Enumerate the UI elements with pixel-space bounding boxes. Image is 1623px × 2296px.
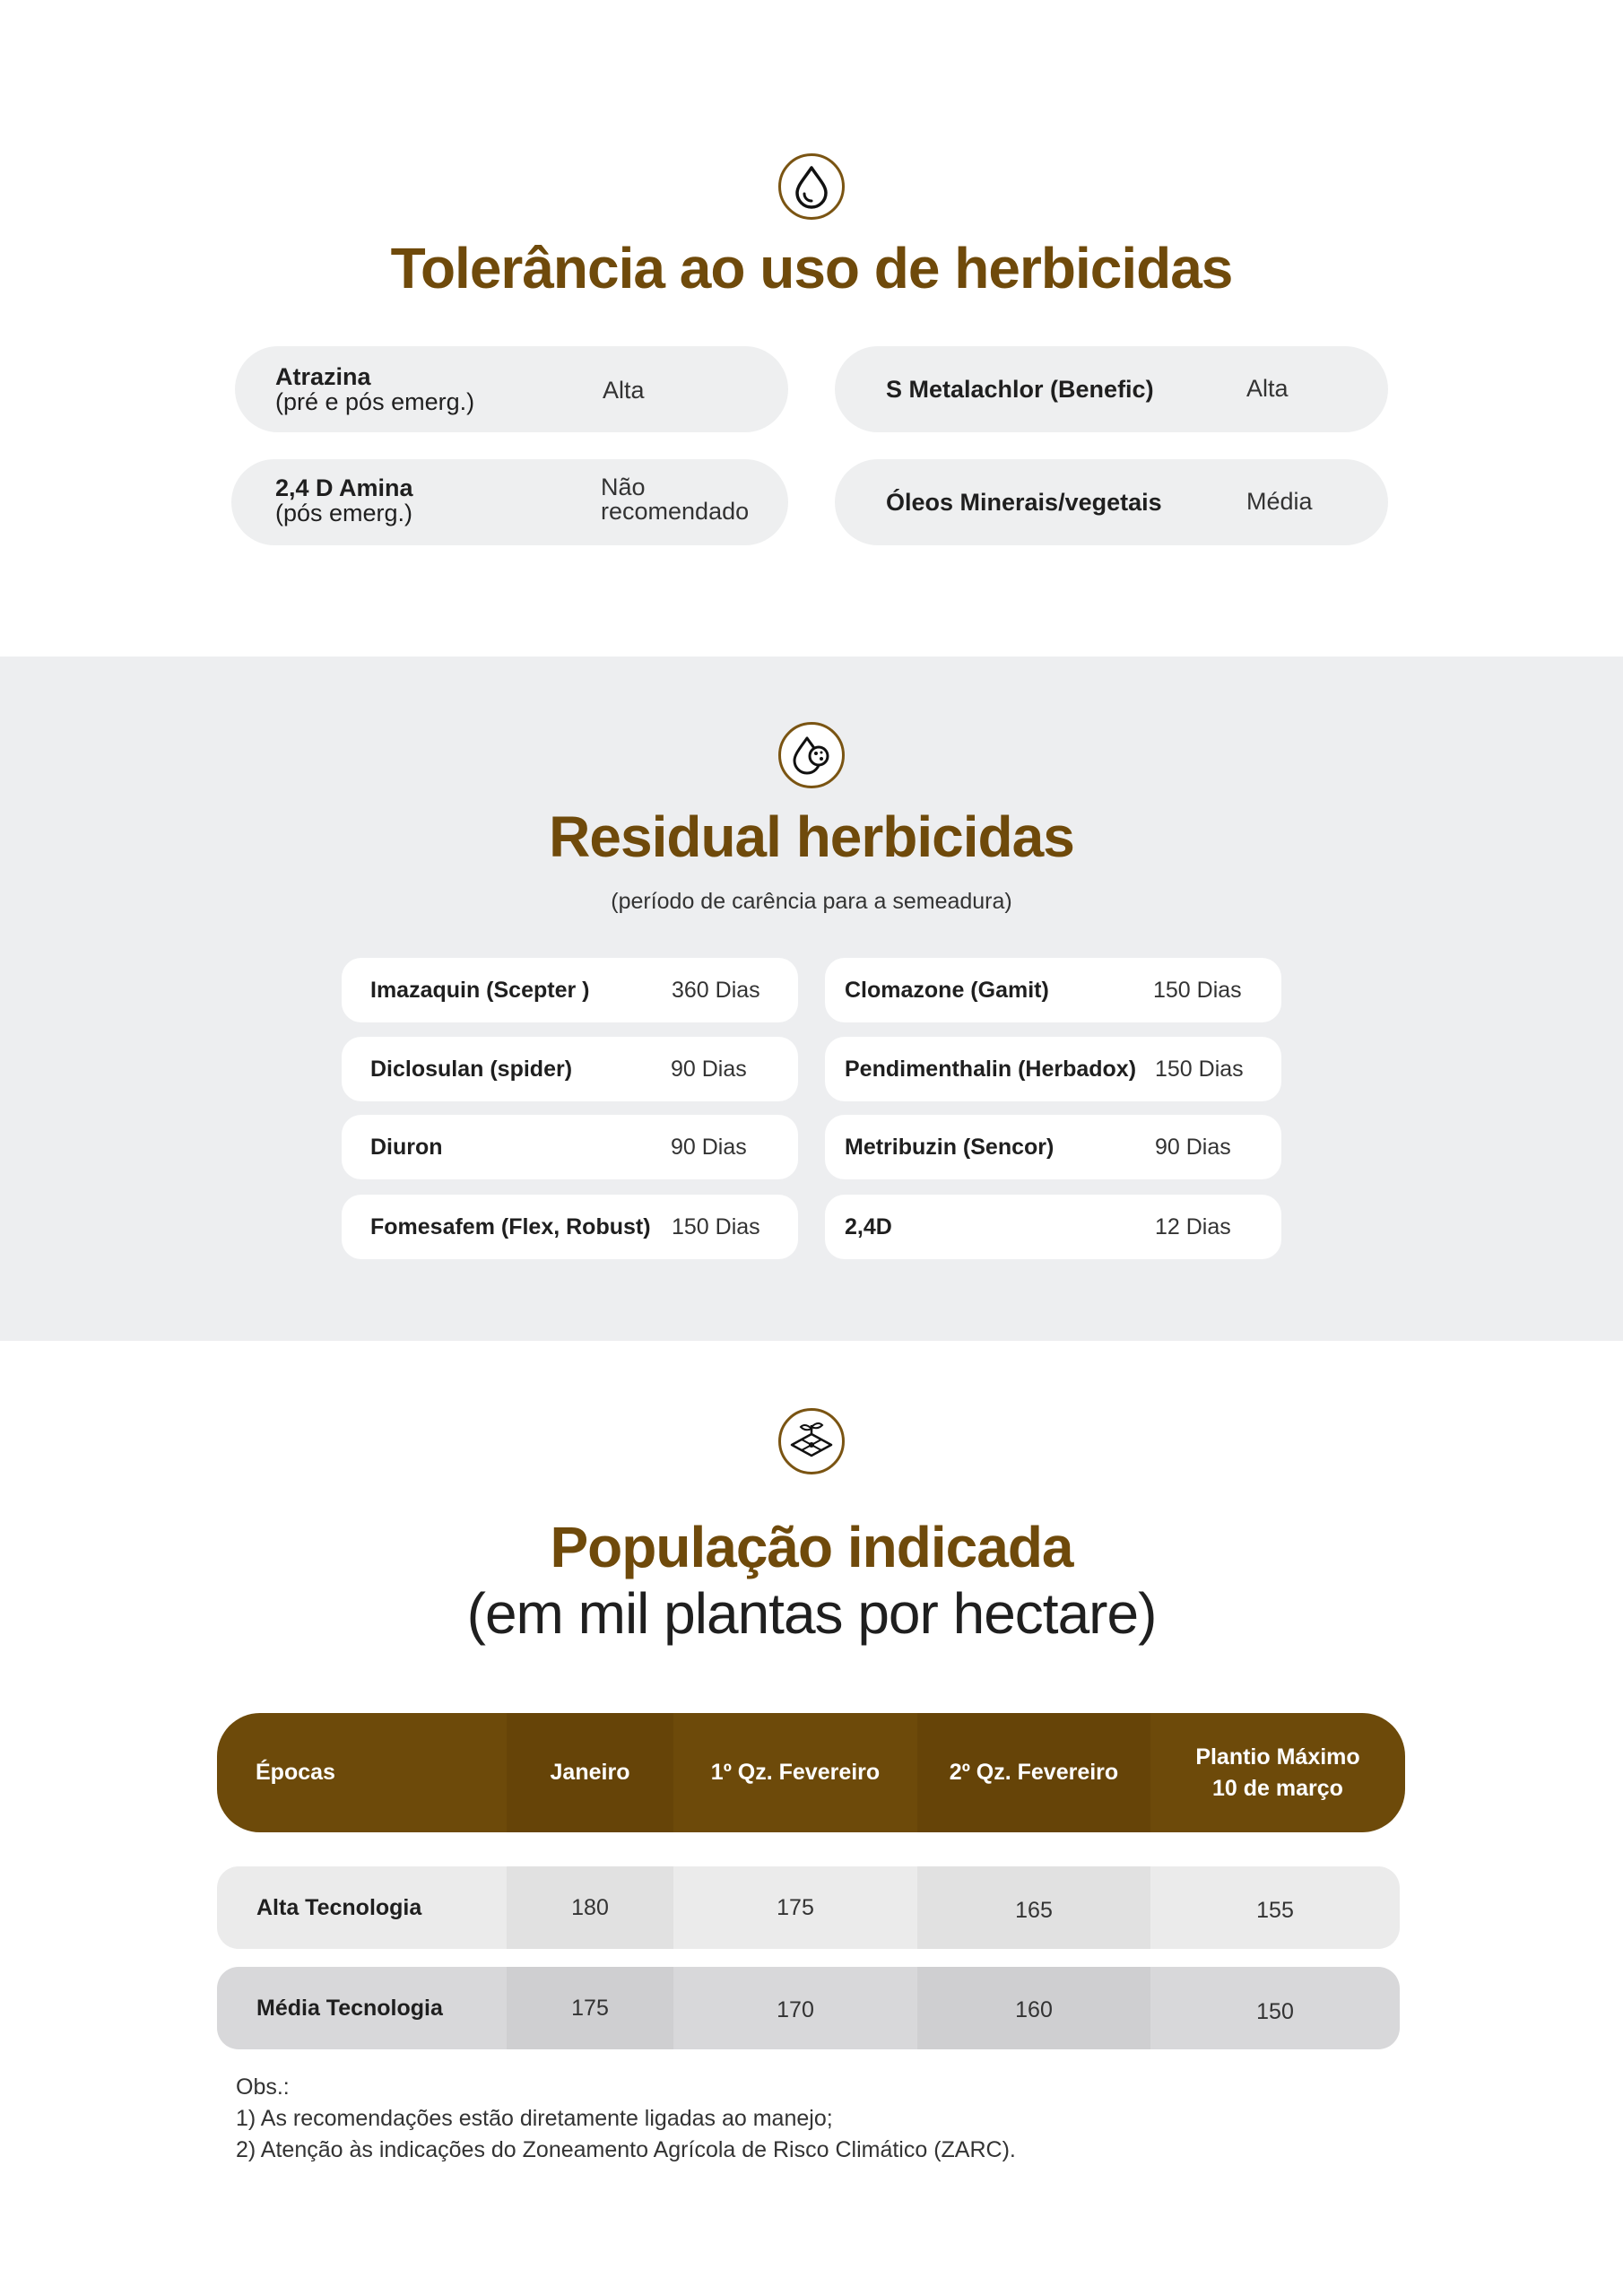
header-1qz-fevereiro: 1º Qz. Fevereiro	[710, 1760, 881, 1785]
tolerancia-value: Não recomendado	[601, 474, 750, 525]
tolerancia-value: Alta	[603, 377, 645, 404]
drop-icon	[792, 164, 831, 209]
observations	[236, 2072, 1016, 2166]
tolerancia-icon-wrap	[778, 153, 845, 220]
residual-value: 90 Dias	[671, 1135, 747, 1160]
residual-card	[825, 1115, 1281, 1179]
obs-line-1: 1) As recomendações estão diretamente ligadas ao manejo;	[236, 2106, 833, 2131]
row-value: 175	[777, 1894, 814, 1920]
tolerancia-name	[886, 490, 1162, 515]
tolerancia-card-24d-amina	[231, 459, 788, 545]
tolerancia-card-atrazina	[235, 346, 788, 432]
plant-grid-icon	[788, 1418, 835, 1465]
populacao-title: População indicada	[550, 1515, 1073, 1579]
header-plantio-line1: Plantio Máximo	[1195, 1744, 1360, 1770]
residual-name: Clomazone (Gamit)	[845, 978, 1049, 1003]
residual-card	[825, 958, 1281, 1022]
tolerancia-name	[275, 364, 474, 414]
obs-line-2: 2) Atenção às indicações do Zoneamento Agrícola de Risco Climático (ZARC).	[236, 2137, 1016, 2162]
row-value: 170	[777, 1996, 814, 2022]
residual-name: Fomesafem (Flex, Robust)	[370, 1214, 651, 1239]
residual-card	[342, 958, 798, 1022]
row-label: Média Tecnologia	[256, 1995, 443, 2021]
header-janeiro: Janeiro	[507, 1713, 673, 1832]
residual-title: Residual herbicidas	[549, 804, 1074, 869]
header-plantio-line2: 10 de março	[1212, 1775, 1343, 1801]
populacao-subtitle: (em mil plantas por hectare)	[466, 1581, 1157, 1646]
residual-name: Diclosulan (spider)	[370, 1057, 573, 1082]
populacao-icon-wrap	[778, 1408, 845, 1474]
residual-value: 12 Dias	[1155, 1214, 1231, 1239]
residual-name: Imazaquin (Scepter )	[370, 978, 590, 1003]
tolerancia-value: Alta	[1246, 375, 1289, 402]
tolerancia-name-sub: (pós emerg.)	[275, 500, 413, 526]
residual-name: Pendimenthalin (Herbadox)	[845, 1057, 1137, 1082]
tolerancia-name	[275, 475, 413, 526]
tolerancia-name-main: S Metalachlor (Benefic)	[886, 376, 1154, 403]
tolerancia-name-main: Óleos Minerais/vegetais	[886, 489, 1162, 516]
row-label: Alta Tecnologia	[256, 1894, 422, 1920]
residual-value: 360 Dias	[672, 978, 760, 1003]
residual-card	[342, 1115, 798, 1179]
residual-subtitle: (período de carência para a semeadura)	[611, 889, 1012, 914]
drop-virus-icon	[789, 733, 834, 778]
residual-name: Metribuzin (Sencor)	[845, 1135, 1055, 1160]
tolerancia-title: Tolerância ao uso de herbicidas	[390, 236, 1233, 300]
tolerancia-value: Média	[1246, 488, 1313, 515]
table-row	[217, 1967, 1400, 2049]
row-value: 175	[507, 1967, 673, 2049]
row-value: 155	[1256, 1897, 1294, 1923]
tolerancia-name-main: 2,4 D Amina	[275, 474, 413, 501]
residual-value: 150 Dias	[672, 1214, 760, 1239]
residual-value: 150 Dias	[1153, 978, 1242, 1003]
residual-card	[825, 1195, 1281, 1259]
tolerancia-name-main: Atrazina	[275, 363, 371, 390]
residual-card	[825, 1037, 1281, 1101]
tolerancia-name	[886, 377, 1154, 402]
header-plantio-maximo	[1150, 1713, 1405, 1832]
residual-value: 90 Dias	[671, 1057, 747, 1082]
row-value: 160	[917, 1967, 1150, 2049]
tolerancia-card-metalachlor	[835, 346, 1388, 432]
table-header	[217, 1713, 1405, 1832]
residual-value: 90 Dias	[1155, 1135, 1231, 1160]
obs-label: Obs.:	[236, 2074, 290, 2100]
tolerancia-card-oleos	[835, 459, 1388, 545]
header-epocas: Épocas	[256, 1760, 335, 1785]
residual-name: 2,4D	[845, 1214, 892, 1239]
residual-value: 150 Dias	[1155, 1057, 1244, 1082]
residual-name: Diuron	[370, 1135, 443, 1160]
row-value: 150	[1256, 1998, 1294, 2024]
residual-card	[342, 1037, 798, 1101]
row-value: 165	[917, 1866, 1150, 1949]
header-2qz-fevereiro: 2º Qz. Fevereiro	[917, 1713, 1150, 1832]
row-value: 180	[507, 1866, 673, 1949]
residual-icon-wrap	[778, 722, 845, 788]
residual-card	[342, 1195, 798, 1259]
tolerancia-name-sub: (pré e pós emerg.)	[275, 388, 475, 415]
table-row	[217, 1866, 1400, 1949]
